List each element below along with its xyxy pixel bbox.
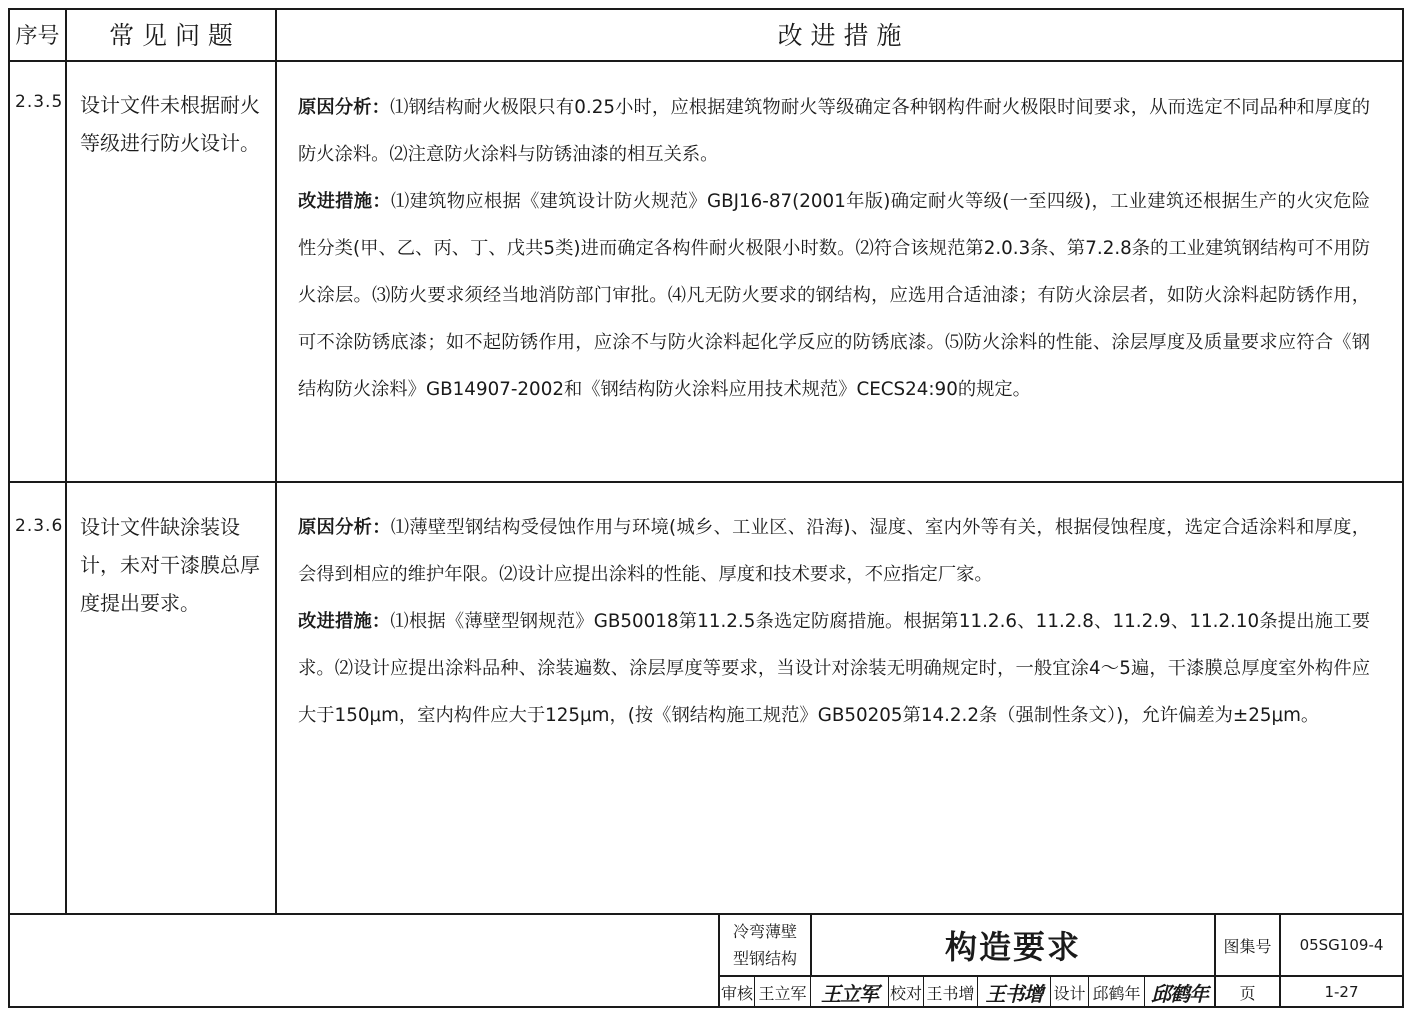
measure-paragraph xyxy=(298,178,1370,413)
page-label: 页 xyxy=(1239,983,1256,1003)
row-index: 2.3.5 xyxy=(15,92,64,112)
cause-paragraph xyxy=(298,504,1370,598)
header-index: 序号 xyxy=(15,23,60,49)
frame-right-border xyxy=(1402,8,1404,1008)
row-divider xyxy=(8,481,1404,483)
header-divider xyxy=(8,60,1404,62)
cause-label: 原因分析： xyxy=(298,97,391,118)
design-signature: 邱鹤年 xyxy=(1151,981,1208,1006)
cause-paragraph xyxy=(298,84,1370,178)
measure-label: 改进措施： xyxy=(298,191,391,212)
measure-label: 改进措施： xyxy=(298,611,391,632)
check-name: 王书增 xyxy=(926,983,975,1003)
row-index: 2.3.6 xyxy=(15,516,64,536)
atlas-label: 图集号 xyxy=(1223,936,1272,956)
header-issue: 常 见 问 题 xyxy=(109,21,233,50)
issue-text: 设计文件缺涂装设计，未对干漆膜总厚度提出要求。 xyxy=(80,515,260,615)
design-name: 邱鹤年 xyxy=(1092,983,1141,1003)
measure-text: ⑴建筑物应根据《建筑设计防火规范》GBJ16-87(2001年版)确定耐火等级(一至四级)，工业建筑还根据生产的火灾危险性分类(甲、乙、丙、丁、戊共5类)进而确定各构件耐火极限小时数。⑵符合该规范第2.0.3条、第7.2.8条的工业建筑钢结构可不用防火涂层。⑶防火要求须经当地消防部门审批。⑷凡无防火要求的钢结构，应选用合适油漆；有防火涂层者，如防火涂料起防锈作用，可不涂防锈底漆；如不起防锈作用，应涂不与防火涂料起化学反应的防锈底漆。⑸防火涂料的性能、涂层厚度及质量要求应符合《钢结构防火涂料》GB14907-2002和《钢结构防火涂料应用技术规范》CECS24:90的规定。 xyxy=(298,191,1371,400)
header-measures: 改 进 措 施 xyxy=(777,21,902,50)
check-signature: 王书增 xyxy=(985,981,1043,1006)
measure-text: ⑴根据《薄壁型钢规范》GB50018第11.2.5条选定防腐措施。根据第11.2.6、11.2.8、11.2.9、11.2.10条提出施工要求。⑵设计应提出涂料品种、涂装遍数、涂层厚度等要求，当设计对涂装无明确规定时，一般宜涂4～5遍，干漆膜总厚度室外构件应大于150μm，室内构件应大于125μm，(按《钢结构施工规范》GB50205第14.2.2条（强制性条文）)，允许偏差为±25μm。 xyxy=(298,611,1370,726)
drawing-title: 构造要求 xyxy=(944,928,1081,966)
measure-paragraph xyxy=(298,598,1370,739)
frame-left-border xyxy=(8,8,10,1008)
category-line1: 冷弯薄壁 xyxy=(732,921,797,941)
review-label: 审核 xyxy=(720,983,753,1003)
col-divider-index xyxy=(65,8,67,914)
cause-label: 原因分析： xyxy=(298,517,391,538)
category-line2: 型钢结构 xyxy=(732,948,797,968)
review-name: 王立军 xyxy=(758,983,807,1003)
review-signature: 王立军 xyxy=(821,981,878,1006)
atlas-value: 05SG109-4 xyxy=(1299,936,1384,954)
issue-text: 设计文件未根据耐火等级进行防火设计。 xyxy=(80,93,260,155)
page-value: 1-27 xyxy=(1324,983,1359,1001)
design-label: 设计 xyxy=(1053,983,1086,1003)
cause-text: ⑴钢结构耐火极限只有0.25小时，应根据建筑物耐火等级确定各种钢构件耐火极限时间要求，从而选定不同品种和厚度的防火涂料。⑵注意防火涂料与防锈油漆的相互关系。 xyxy=(298,97,1371,165)
col-divider-issue xyxy=(275,8,277,914)
check-label: 校对 xyxy=(889,983,922,1003)
cause-text: ⑴薄壁型钢结构受侵蚀作用与环境(城乡、工业区、沿海)、湿度、室内外等有关，根据侵蚀程度，选定合适涂料和厚度，会得到相应的维护年限。⑵设计应提出涂料的性能、厚度和技术要求，不应指定厂家。 xyxy=(298,517,1371,585)
